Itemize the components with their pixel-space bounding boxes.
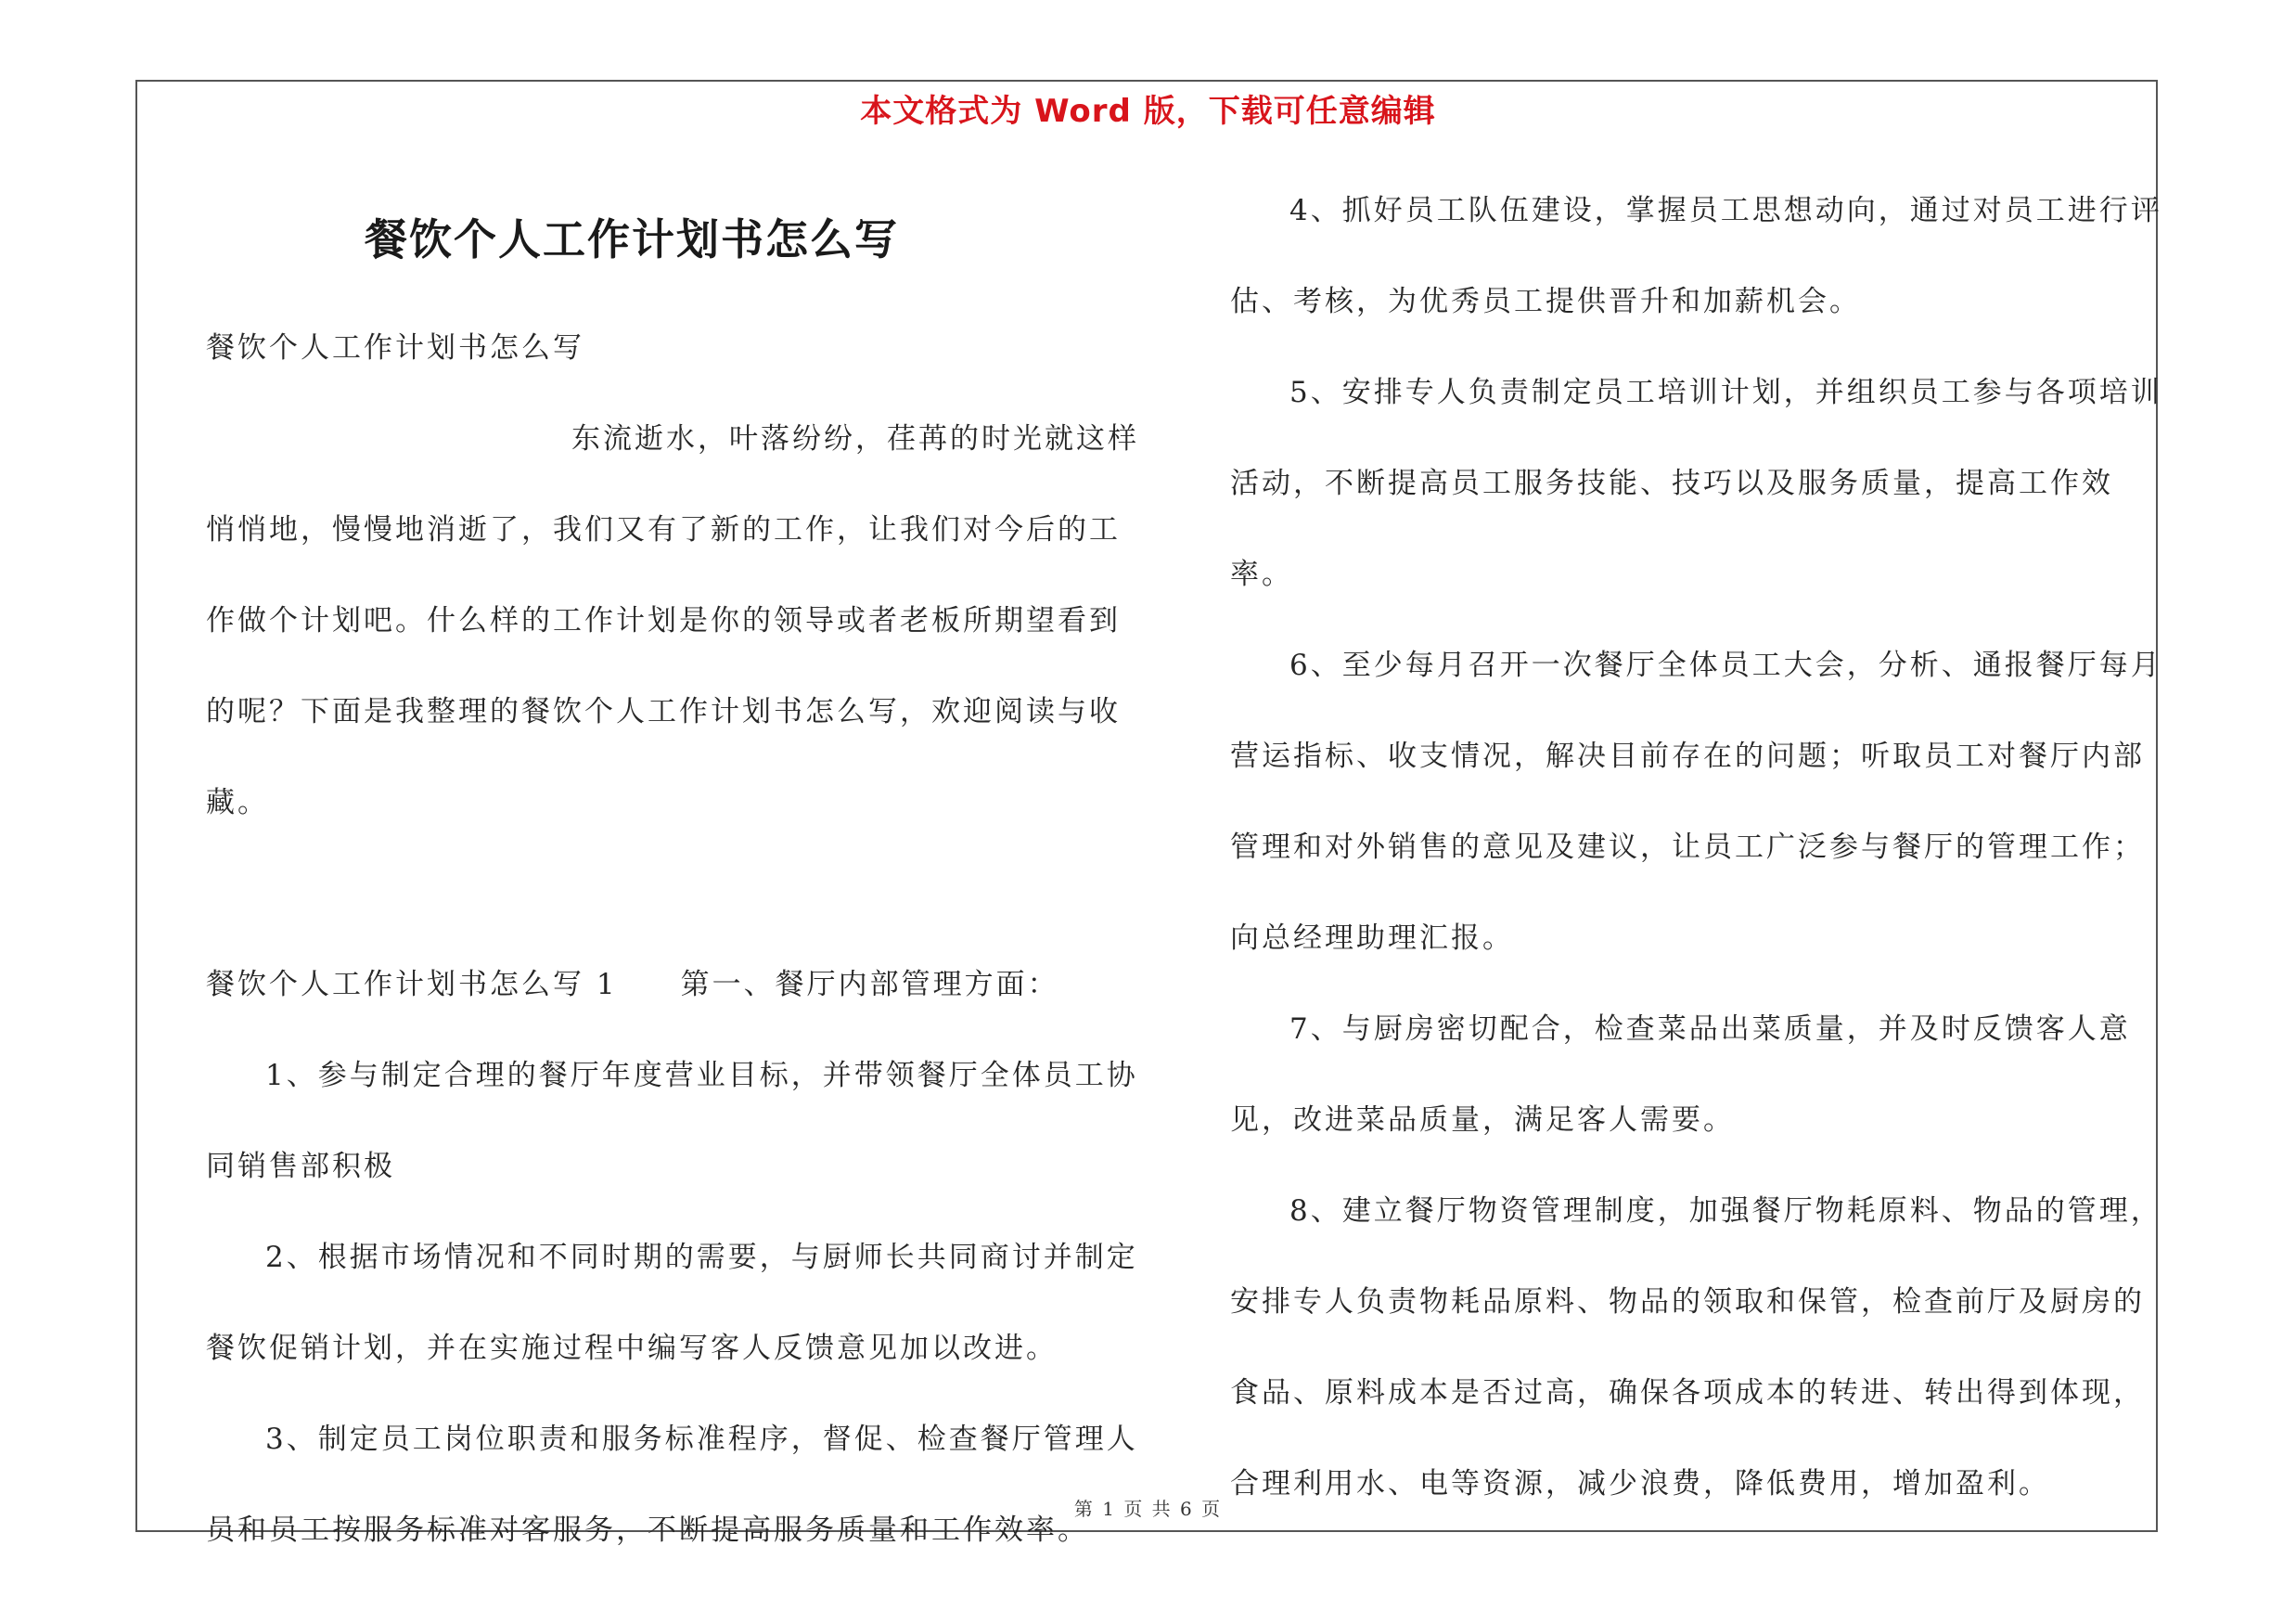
right-column [1230,165,2167,1529]
subtitle: 餐饮个人工作计划书怎么写 [206,331,584,365]
intro-first-line: 东流逝水，叶落纷纷，荏苒的时光就这样 [571,422,1139,456]
section-heading: 餐饮个人工作计划书怎么写 1 第一、餐厅内部管理方面： [206,968,1059,1001]
plan-item-5: 5、安排专人负责制定员工培训计划，并组织员工参与各项培训活动，不断提高员工服务技能、技巧以及服务质量，提高工作效率。 [1230,376,2162,591]
left-column [206,303,1143,1576]
plan-item-7: 7、与厨房密切配合，检查菜品出菜质量，并及时反馈客人意见，改进菜品质量，满足客人需要。 [1230,1012,2131,1137]
plan-item-6: 6、至少每月召开一次餐厅全体员工大会，分析、通报餐厅每月营运指标、收支情况，解决目前存在的问题；听取员工对餐厅内部管理和对外销售的意见及建议，让员工广泛参与餐厅的管理工作；向总经理助理汇报。 [1230,649,2162,955]
format-banner: 本文格式为 Word 版，下载可任意编辑 [860,93,1436,130]
page-number: 第 1 页 共 6 页 [1073,1498,1223,1520]
plan-item-4: 4、抓好员工队伍建设，掌握员工思想动向，通过对员工进行评估、考核，为优秀员工提供晋升和加薪机会。 [1230,194,2162,318]
plan-item-3: 3、制定员工岗位职责和服务标准程序，督促、检查餐厅管理人员和员工按服务标准对客服务，不断提高服务质量和工作效率。 [206,1423,1138,1547]
plan-item-1: 1、参与制定合理的餐厅年度营业目标，并带领餐厅全体员工协同销售部积极 [206,1059,1138,1183]
plan-item-8: 8、建立餐厅物资管理制度，加强餐厅物耗原料、物品的管理，安排专人负责物耗品原料、物品的领取和保管，检查前厅及厨房的食品、原料成本是否过高，确保各项成本的转进、转出得到体现，合理利用水、电等资源，减少浪费，降低费用，增加盈利。 [1230,1194,2162,1501]
plan-item-2: 2、根据市场情况和不同时期的需要，与厨师长共同商讨并制定餐饮促销计划，并在实施过程中编写客人反馈意见加以改进。 [206,1241,1138,1365]
intro-paragraph: 悄悄地，慢慢地消逝了，我们又有了新的工作，让我们对今后的工作做个计划吧。什么样的工作计划是你的领导或者老板所期望看到的呢？下面是我整理的餐饮个人工作计划书怎么写，欢迎阅读与收藏。 [206,513,1121,819]
paragraph-gap [206,848,1143,939]
document-title: 餐饮个人工作计划书怎么写 [365,214,899,264]
